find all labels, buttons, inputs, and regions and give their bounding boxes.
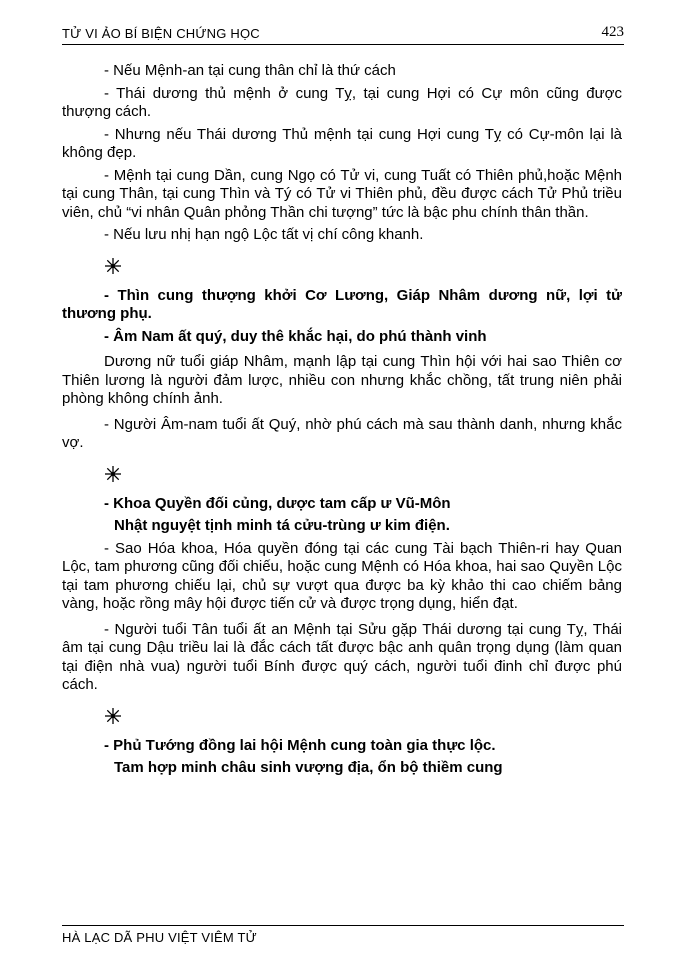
paragraph: Dương nữ tuổi giáp Nhâm, mạnh lập tại cung Thìn hội với hai sao Thiên cơ Thiên lương là người đảm lược, nhiều con nhưng khắc chồng, tất trung niên phải phòng không chính ảnh. [62,353,622,407]
section-heading: - Âm Nam ất quý, duy thê khắc hại, do phú thành vinh [104,327,487,345]
paragraph: - Người Âm-nam tuổi ất Quý, nhờ phú cách mà sau thành danh, nhưng khắc vợ. [62,415,622,451]
section-heading: - Khoa Quyền đối củng, dược tam cấp ư Vũ-Môn [104,494,451,512]
paragraph: - Mệnh tại cung Dần, cung Ngọ có Tử vi, cung Tuất có Thiên phủ,hoặc Mệnh tại cung Thân, tại cung Thìn và Tý có Tử vi Thiên phủ, đều được cách Tử Phủ triều viên, chủ “vi nhân Quân phỏng Thần chi tượng” tức là bậc phu chính thân thần. [62,166,622,221]
section-heading: Nhật nguyệt tịnh minh tá cửu-trùng ư kim điện. [114,517,450,534]
paragraph: - Người tuổi Tân tuổi ất an Mệnh tại Sửu gặp Thái dương tại cung Tỵ, Thái âm tại cung Dậu triều lai là đắc cách tất được bậc anh quân trọng dụng (làm quan tại điện nhà vua) người tuổi Bính được quý cách, người tuổi đinh chỉ được phú cách. [62,620,622,693]
paragraph: - Thái dương thủ mệnh ở cung Tỵ, tại cung Hợi có Cự môn cũng được thượng cách. [62,84,622,120]
star-ornament-icon [104,257,622,275]
section-heading: - Phủ Tướng đồng lai hội Mệnh cung toàn gia thực lộc. [104,736,496,754]
footer-author: HÀ LẠC DÃ PHU VIỆT VIÊM TỬ [62,930,257,945]
star-ornament-icon [104,465,622,483]
star-ornament-icon [104,707,622,725]
paragraph: - Nhưng nếu Thái dương Thủ mệnh tại cung Hợi cung Tỵ có Cự-môn lại là không đẹp. [62,125,622,161]
page-content [62,62,622,785]
book-title: TỬ VI ẢO BÍ BIỆN CHỨNG HỌC [62,26,260,41]
paragraph: - Sao Hóa khoa, Hóa quyền đóng tại các cung Tài bạch Thiên-ri hay Quan Lộc, tam phương cũng đối chiếu, hoặc cung Mệnh có Hóa khoa, hai sao Quyền Lộc tại tam phương chiếu lại, chủ sự vượt qua được ba kỳ khảo thi cao chiếm bảng vàng, hoặc rồng mây hội được tiến cử và được trọng dụng, hiển đạt. [62,539,622,612]
section-heading: - Thìn cung thượng khởi Cơ Lương, Giáp Nhâm dương nữ, lợi tử thương phụ. [62,286,622,322]
page-footer [62,925,624,945]
section-heading: Tam hợp minh châu sinh vượng địa, ổn bộ thiềm cung [114,759,503,776]
page-header [62,24,624,45]
paragraph: - Nếu lưu nhị hạn ngộ Lộc tất vị chí công khanh. [104,226,424,243]
page-number: 423 [601,24,624,40]
paragraph: - Nếu Mệnh-an tại cung thân chỉ là thứ cách [104,62,396,79]
